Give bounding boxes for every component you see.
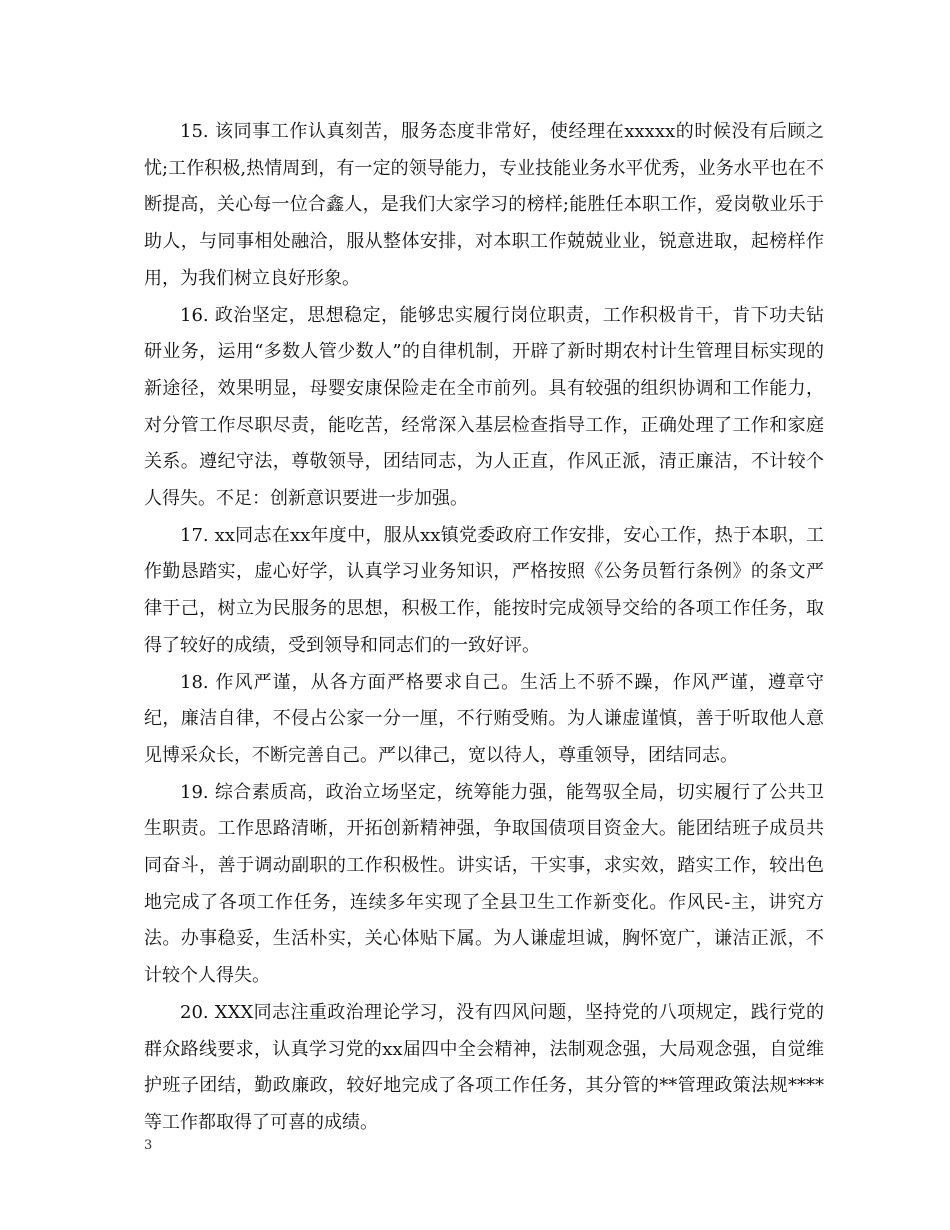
paragraph-17: 17. xx同志在xx年度中，服从xx镇党委政府工作安排，安心工作，热于本职，工作勤恳踏实，虚心好学，认真学习业务知识，严格按照《公务员暂行条例》的条文严律于己，树立为民服务的思想，积极工作，能按时完成领导交给的各项工作任务，取得了较好的成绩，受到领导和同志们的一致好评。	[144, 524, 824, 656]
paragraph-19: 19. 综合素质高，政治立场坚定，统筹能力强，能驾驭全局，切实履行了公共卫生职责。工作思路清晰，开拓创新精神强，争取国债项目资金大。能团结班子成员共同奋斗，善于调动副职的工作积极性。讲实话，干实事，求实效，踏实工作，较出色地完成了各项工作任务，连续多年实现了全县卫生工作新变化。作风民-主，讲究方法。办事稳妥，生活朴实，关心体贴下属。为人谦虚坦诚，胸怀宽广，谦洁正派，不计较个人得失。	[144, 781, 824, 987]
paragraph-20: 20. XXX同志注重政治理论学习，没有四风问题，坚持党的八项规定，践行党的群众路线要求，认真学习党的xx届四中全会精神，法制观念强，大局观念强，自觉维护班子团结，勤政廉政，较好地完成了各项工作任务，其分管的**管理政策法规****等工作都取得了可喜的成绩。	[144, 1001, 824, 1133]
document-body	[144, 114, 824, 1142]
paragraph-18: 18. 作风严谨，从各方面严格要求自己。生活上不骄不躁，作风严谨，遵章守纪，廉洁自律，不侵占公家一分一厘，不行贿受贿。为人谦虚谨慎，善于听取他人意见博采众长，不断完善自己。严以律己，宽以待人，尊重领导，团结同志。	[144, 671, 824, 766]
paragraph-15: 15. 该同事工作认真刻苦，服务态度非常好，使经理在xxxxx的时候没有后顾之忧;工作积极,热情周到，有一定的领导能力，专业技能业务水平优秀，业务水平也在不断提高，关心每一位合鑫人，是我们大家学习的榜样;能胜任本职工作，爱岗敬业乐于助人，与同事相处融洽，服从整体安排，对本职工作兢兢业业，锐意进取，起榜样作用，为我们树立良好形象。	[144, 121, 824, 289]
page-number: 3	[144, 1138, 153, 1153]
paragraph-16: 16. 政治坚定，思想稳定，能够忠实履行岗位职责，工作积极肯干，肯下功夫钻研业务，运用“多数人管少数人”的自律机制，开辟了新时期农村计生管理目标实现的新途径，效果明显，母婴安康保险走在全市前列。具有较强的组织协调和工作能力，对分管工作尽职尽责，能吃苦，经常深入基层检查指导工作，正确处理了工作和家庭关系。遵纪守法，尊敬领导，团结同志，为人正直，作风正派，清正廉洁，不计较个人得失。不足：创新意识要进一步加强。	[144, 304, 824, 510]
